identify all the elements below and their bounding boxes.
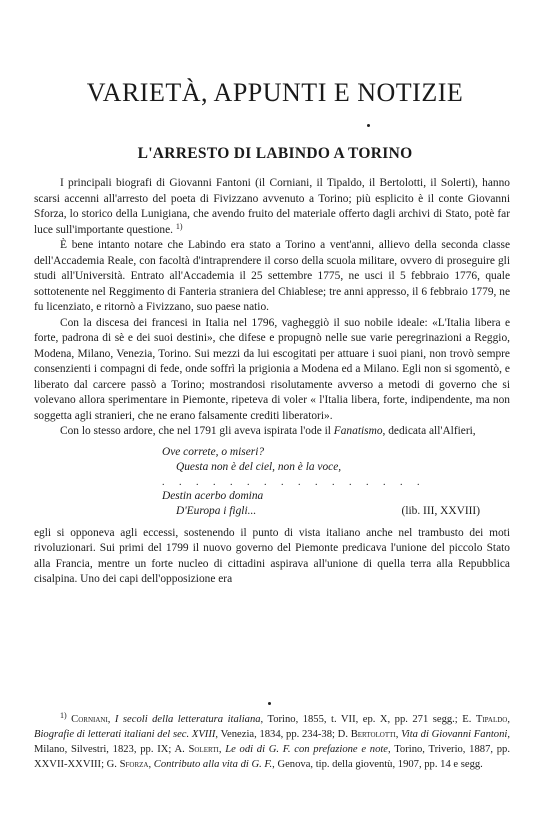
paragraph: Con la discesa dei francesi in Italia nel 1796, vagheggiò il suo nobile ideale: «L'Italia libera e forte, padrona di sè e dei suoi destini», che difese e propugnò nelle sue varie peregrinazioni a Reggio, Modena, Milano, Venezia, Torino. Sui mezzi da lui escogitati per attuare i suoi piani, non trovò sempre consenzienti i compagni di fede, onde soffrì la prigionia a Modena ed a Milano. Egli non si sgomentò, e liberato dal carcere passò a Torino; mostrandosi risolutamente avverso a metodi di governo che si volevano allora sperimentare in Piemonte, ripeteva di voler « l'Italia libera, forte, indipendente, ma non soggetta agli stranieri, che ne erano falsamente crediti liberatori». — [34, 316, 510, 422]
author: Sforza — [119, 759, 149, 770]
verse-line: Destin acerbo domina — [162, 489, 264, 502]
work-title: Biografie di letterati italiani del sec. XVIII — [34, 729, 216, 740]
author: Solerti — [188, 744, 219, 755]
verse-line: D'Europa i figli... — [176, 505, 257, 517]
footnote-ref: 1) — [175, 221, 183, 231]
work-title: Contributo alla vita di G. F. — [153, 759, 273, 770]
work-title: Vita di Giovanni Fantoni — [401, 729, 508, 740]
paragraph: egli si opponeva agli eccessi, sostenendo il punto di vista italiano anche nel trambusto dei moti rivoluzionari. Sui primi del 1799 il nuovo governo del Piemonte predicava l'unione del piccolo Stato alla Francia, mentre un forte nucleo di cittadini aspirava all'unione di quella terra alla Repubblica cisalpina. Uno dei capi dell'opposizione era — [34, 526, 510, 585]
paragraph — [34, 424, 510, 440]
work-title: I secoli della letteratura italiana — [114, 714, 261, 725]
article-title: L'ARRESTO DI LABINDO A TORINO — [137, 145, 413, 162]
paragraph — [34, 176, 510, 238]
author: Bertolotti — [350, 729, 396, 740]
paragraph-text: I principali biografi di Giovanni Fantoni (il Corniani, il Tipaldo, il Bertolotti, il Solerti), hanno scarsi accenni all'arresto del poeta di Fivizzano avvenuto a Torino; più esplicito è il conte Giovanni Sforza, lo storico della Lunigiana, che avendo fruito del materiale offerto dagli archivi di Stato, potè far luce sull'importante questione. — [34, 177, 510, 236]
author: Corniani — [71, 714, 108, 725]
article-body — [34, 176, 510, 588]
paragraph-text: Con lo stesso ardore, che nel 1791 gli aveva ispirata l'ode il — [60, 425, 334, 437]
verse-reference: (lib. III, XXVIII) — [401, 505, 480, 517]
ornament-dot — [367, 124, 370, 127]
footnote-separator — [268, 702, 271, 705]
verse-line: Questa non è del ciel, non è la voce, — [176, 461, 342, 473]
ode-title: Fanatismo — [333, 425, 383, 437]
verse-last-line — [162, 504, 480, 520]
verse-quotation — [162, 445, 510, 520]
work-title: Le odi di G. F. con prefazione e note — [225, 744, 389, 755]
paragraph-text: , dedicata all'Alfieri, — [382, 425, 476, 437]
citation-text: , Venezia, 1834, pp. 234-38; D. — [215, 729, 351, 740]
footnote-mark: 1) — [60, 711, 67, 720]
author: Tipaldo — [475, 714, 508, 725]
citation-text: , Genova, tip. della gioventù, 1907, pp. 14 e segg. — [272, 759, 483, 770]
section-title: VARIETÀ, APPUNTI E NOTIZIE — [86, 78, 464, 107]
citation-text: , Torino, 1855, t. VII, ep. X, pp. 271 segg.; E. — [260, 714, 476, 725]
paragraph: È bene intanto notare che Labindo era stato a Torino a vent'anni, allievo della seconda classe dell'Accademia Reale, con facoltà d'intraprendere il corso della scuola militare, ovvero di proseguire gli studi all'Università. Entrato all'Accademia il 25 settembre 1775, ne usci il 5 febbraio 1776, quale sottotenente nel Reggimento di Fanteria straniera del Chiablese; tre anni appresso, il 6 febbraio 1779, ne fu licenziato, e ritornò a Fivizzano, suo paese natio. — [34, 239, 510, 313]
footnote: $^{1)}$ Corniani, I secoli della letteratura italiana, Torino, 1855, t. VII, ep. X, pp. 271 segg.; E. Tipaldo, Biografie di letterati italiani del sec. XVIII, Venezia, 1834, pp. 234-38; D. Bertolotti, Vita di Giovanni Fantoni, Milano, Silvestri, 1823, pp. IX; A. Solerti, Le odi di G. F. con prefazione e note, Torino, Triverio, 1887, pp. XXVII-XXVIII; G. Sforza, Contributo alla vita di G. F., Genova, tip. della gioventù, 1907, pp. 14 e segg. — [34, 711, 511, 770]
verse-line: Ove correte, o miseri? — [162, 445, 265, 458]
citation-text: , Torino, Triverio, 1887, pp. XXVII-XXVIII; G. — [34, 744, 510, 770]
verse-ellipsis: . . . . . . . . . . . . . . . . — [162, 476, 426, 488]
citation-text: , Milano, Silvestri, 1823, pp. IX; A. — [34, 729, 511, 755]
